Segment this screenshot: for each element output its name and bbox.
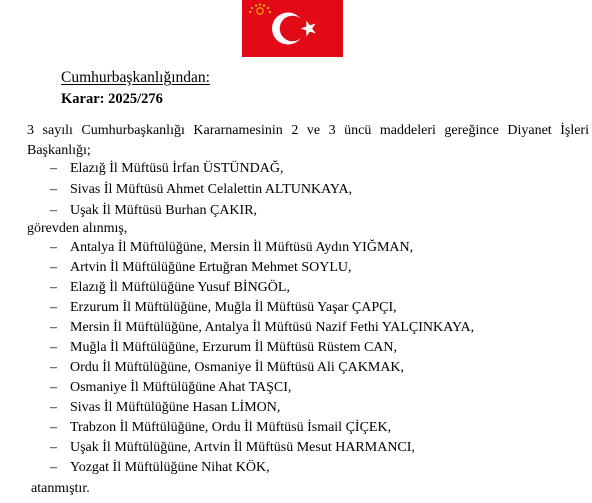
list-item-text: Muğla İl Müftülüğüne, Erzurum İl Müftüsü Rüstem CAN, (70, 340, 398, 355)
list-item (50, 398, 474, 418)
list-item-text: Uşak İl Müftülüğüne, Artvin İl Müftüsü Mesut HARMANCI, (70, 440, 415, 455)
dash: – (50, 360, 57, 375)
list-item (50, 298, 474, 318)
decision-number: Karar: 2025/276 (61, 91, 163, 107)
list-item (50, 258, 474, 278)
list-item-text: Osmaniye İl Müftülüğüne Ahat TAŞCI, (70, 380, 292, 395)
list-item (50, 358, 474, 378)
list-item-text: Erzurum İl Müftülüğüne, Muğla İl Müftüsü Yaşar ÇAPÇI, (70, 300, 397, 315)
list-item-text: Sivas İl Müftülüğüne Hasan LİMON, (70, 400, 281, 415)
list-item (50, 418, 474, 438)
dash: – (50, 260, 57, 275)
intro-paragraph (27, 121, 589, 161)
list-item-text: Trabzon İl Müftülüğüne, Ordu İl Müftüsü İsmail ÇİÇEK, (70, 420, 392, 435)
appointed-status: atanmıştır. (31, 481, 90, 496)
list-item (50, 438, 474, 458)
turkish-flag (242, 0, 343, 57)
list-item (50, 200, 352, 221)
list-item-text: Uşak İl Müftüsü Burhan ÇAKIR, (70, 203, 258, 218)
dash: – (50, 182, 57, 197)
list-item-text: Elazığ İl Müftülüğüne Yusuf BİNGÖL, (70, 280, 290, 295)
dash: – (50, 300, 57, 315)
dash: – (50, 280, 57, 295)
list-item-text: Ordu İl Müftülüğüne, Osmaniye İl Müftüsü Ali ÇAKMAK, (70, 360, 405, 375)
dash: – (50, 240, 57, 255)
list-item-text: Yozgat İl Müftülüğüne Nihat KÖK, (70, 460, 270, 475)
list-item (50, 179, 352, 200)
star-crescent-icon (242, 0, 343, 57)
dash: – (50, 440, 57, 455)
list-item-text: Antalya İl Müftülüğüne, Mersin İl Müftüsü Aydın YIĞMAN, (70, 240, 414, 255)
list-item-text: Elazığ İl Müftüsü İrfan ÜSTÜNDAĞ, (70, 161, 284, 176)
dash: – (50, 161, 57, 176)
list-item-text: Sivas İl Müftüsü Ahmet Celalettin ALTUNKAYA, (70, 182, 353, 197)
dash: – (50, 203, 57, 218)
list-item (50, 278, 474, 298)
dash: – (50, 380, 57, 395)
intro-line-2: Başkanlığı; (27, 143, 91, 158)
dash: – (50, 340, 57, 355)
list-item-text: Artvin İl Müftülüğüne Ertuğran Mehmet SOYLU, (70, 260, 352, 275)
list-item (50, 158, 352, 179)
list-item (50, 238, 474, 258)
list-item-text: Mersin İl Müftülüğüne, Antalya İl Müftüsü Nazif Fethi YALÇINKAYA, (70, 320, 475, 335)
removed-status: görevden alınmış, (27, 221, 128, 236)
list-item (50, 378, 474, 398)
appointed-list (50, 238, 474, 478)
dash: – (50, 320, 57, 335)
removed-list (50, 158, 352, 221)
issuer-heading: Cumhurbaşkanlığından: (61, 69, 210, 86)
dash: – (50, 420, 57, 435)
dash: – (50, 460, 57, 475)
list-item (50, 338, 474, 358)
list-item (50, 318, 474, 338)
intro-line-1: 3 sayılı Cumhurbaşkanlığı Kararnamesinin 2 ve 3 üncü maddeleri gereğince Diyanet İşleri (27, 123, 589, 138)
dash: – (50, 400, 57, 415)
list-item (50, 458, 474, 478)
